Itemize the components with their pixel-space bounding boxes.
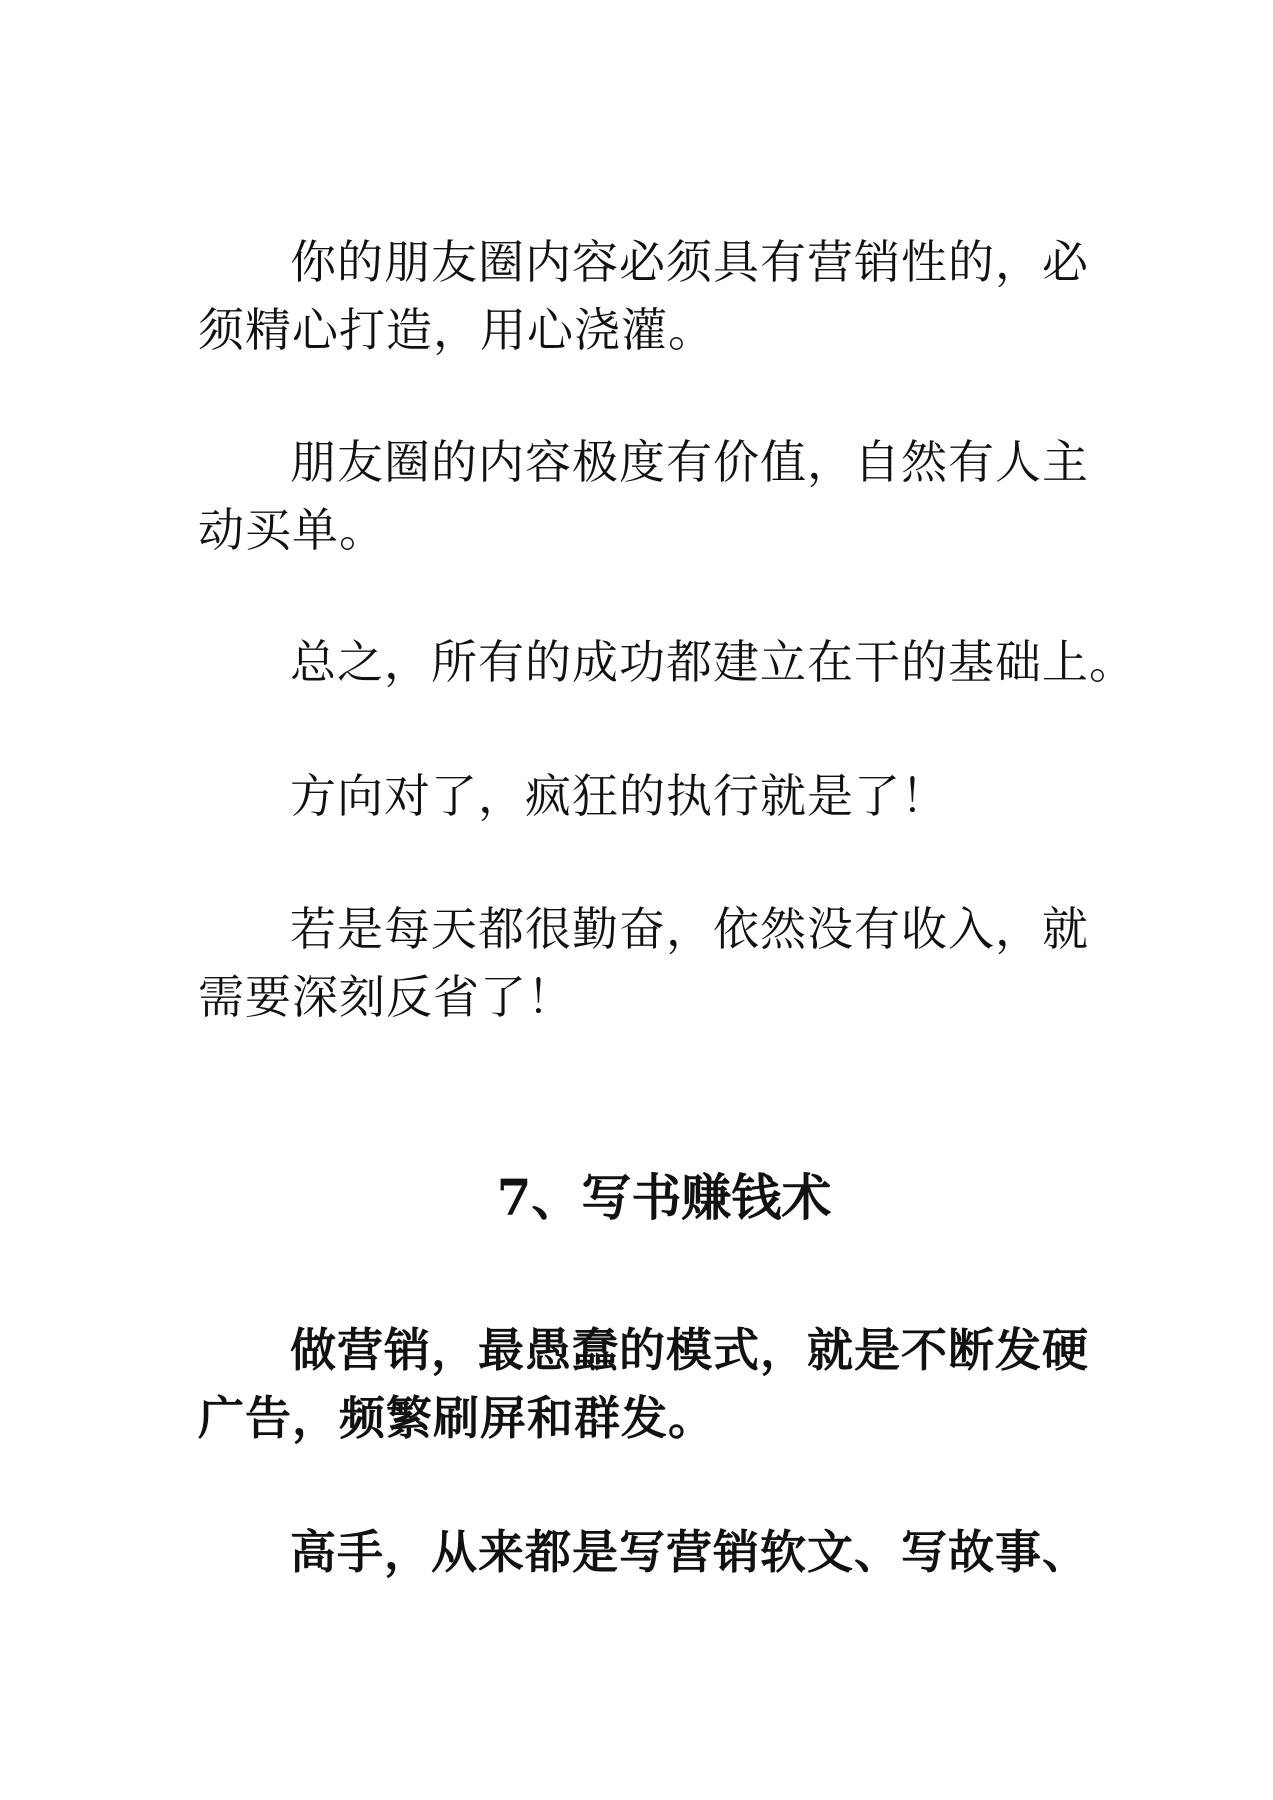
section-heading: 7、写书赚钱术 [496, 1168, 832, 1227]
bold-paragraph-2 [198, 1518, 1098, 1586]
paragraph-line: 需要深刻反省了！ [198, 970, 574, 1024]
paragraph-1 [198, 228, 1098, 364]
paragraph-line: 动买单。 [198, 503, 386, 557]
paragraph-2 [198, 428, 1098, 564]
paragraph-line: 若是每天都很勤奋，依然没有收入，就 [290, 902, 1089, 956]
paragraph-line: 总之，所有的成功都建立在干的基础上。 [290, 635, 1136, 689]
paragraph-line: 朋友圈的内容极度有价值，自然有人主 [290, 435, 1089, 489]
bold-paragraph-1 [198, 1316, 1098, 1452]
paragraph-line: 广告，频繁刷屏和群发。 [198, 1391, 715, 1445]
paragraph-line: 做营销，最愚蠢的模式，就是不断发硬 [290, 1323, 1089, 1377]
paragraph-4 [198, 762, 1098, 830]
paragraph-3 [198, 628, 1136, 696]
paragraph-line: 高手，从来都是写营销软文、写故事、 [290, 1525, 1089, 1579]
paragraph-line: 须精心打造，用心浇灌。 [198, 303, 715, 357]
paragraph-5 [198, 895, 1098, 1031]
paragraph-line: 你的朋友圈内容必须具有营销性的，必 [290, 235, 1089, 289]
paragraph-line: 方向对了，疯狂的执行就是了！ [290, 769, 948, 823]
